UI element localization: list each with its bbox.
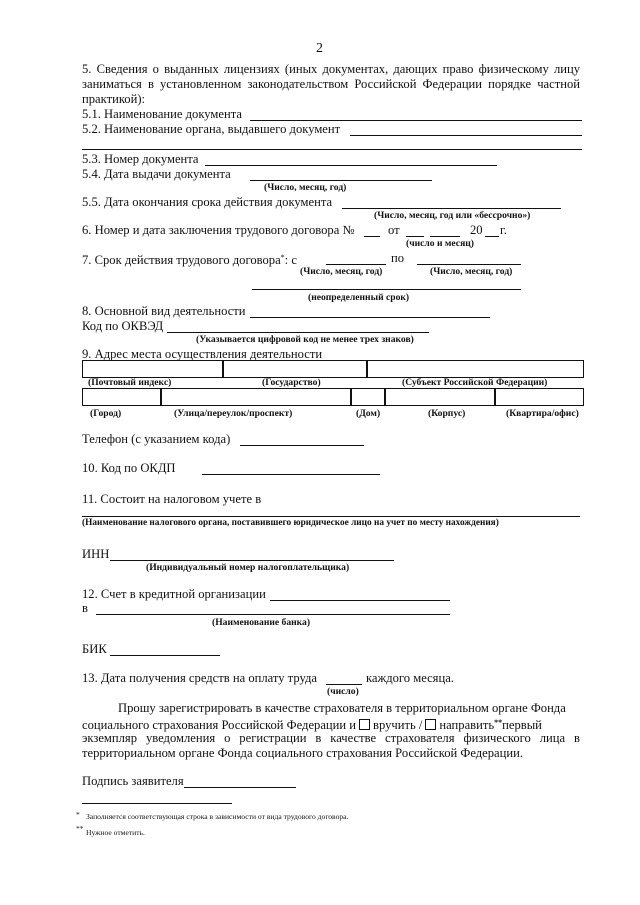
section-5-title-line-3: практикой): <box>82 92 146 106</box>
signature-field[interactable] <box>184 787 296 788</box>
country-hint: (Государство) <box>262 377 321 388</box>
expiry-date-field[interactable] <box>342 208 561 209</box>
contract-date-hint: (число и месяц) <box>406 238 474 249</box>
region-cell[interactable] <box>366 360 584 378</box>
contract-number-field[interactable] <box>364 236 380 237</box>
street-hint: (Улица/переулок/проспект) <box>174 408 293 419</box>
issue-date-hint: (Число, месяц, год) <box>264 182 347 193</box>
doc-number-label: 5.3. Номер документа <box>82 152 199 166</box>
term-indefinite-field[interactable] <box>252 289 521 290</box>
issuer-label: 5.2. Наименование органа, выдавшего документ <box>82 122 341 136</box>
okdp-field[interactable] <box>202 474 380 475</box>
activity-field[interactable] <box>250 317 490 318</box>
phone-label: Телефон (с указанием кода) <box>82 432 231 446</box>
request-line-3: экземпляр уведомления о регистрации в качестве страхователя физического лица в <box>82 731 580 745</box>
contract-term-from: : с <box>284 253 297 267</box>
salary-date-label: 13. Дата получения средств на оплату труда <box>82 671 317 685</box>
issue-date-field[interactable] <box>250 180 432 181</box>
issuer-field[interactable] <box>350 135 582 136</box>
request-line-2 <box>82 716 542 732</box>
doc-name-field[interactable] <box>250 120 582 121</box>
region-hint: (Субъект Российской Федерации) <box>402 377 548 388</box>
bik-field[interactable] <box>110 655 220 656</box>
term-to-hint: (Число, месяц, год) <box>430 266 513 277</box>
house-hint: (Дом) <box>356 408 381 419</box>
expiry-date-label: 5.5. Дата окончания срока действия документа <box>82 195 333 209</box>
section-5-title-line-1: 5. Сведения о выданных лицензиях (иных документах, дающих право физическому лицу <box>82 62 580 76</box>
doc-number-field[interactable] <box>205 165 497 166</box>
salary-date-suffix: каждого месяца. <box>366 671 454 685</box>
request-line-4: территориальном органе Фонда социального страхования Российской Федерации. <box>82 746 524 760</box>
contract-year-field[interactable] <box>485 236 499 237</box>
salary-date-field[interactable] <box>326 684 362 685</box>
address-label: 9. Адрес места осуществления деятельности <box>82 347 323 361</box>
contract-number-label: 6. Номер и дата заключения трудового договора № <box>82 223 355 237</box>
inn-hint: (Индивидуальный номер налогоплательщика) <box>146 562 350 573</box>
contract-day-field[interactable] <box>406 236 424 237</box>
footnote-1: Заполняется соответствующая строка в зависимости от вида трудового договора. <box>86 812 349 821</box>
section-5-title-line-2: заниматься в установленном законодательством Российской Федерации порядке частной <box>82 77 580 91</box>
tax-office-hint: (Наименование налогового органа, поставившего юридическое лицо на учет по месту нахождения) <box>82 518 499 528</box>
contract-term-label <box>82 251 297 267</box>
postal-code-hint: (Почтовый индекс) <box>88 377 172 388</box>
country-cell[interactable] <box>222 360 368 378</box>
hand-over-label: вручить / <box>373 718 423 732</box>
postal-code-cell[interactable] <box>82 360 224 378</box>
bik-label: БИК <box>82 642 107 656</box>
contract-from-label: от <box>388 223 400 237</box>
contract-year-suffix: г. <box>500 223 507 237</box>
contract-year-prefix: 20 <box>470 223 483 237</box>
bank-name-hint: (Наименование банка) <box>212 617 311 628</box>
term-from-hint: (Число, месяц, год) <box>300 266 383 277</box>
send-footnote-mark: ** <box>494 718 503 727</box>
phone-field[interactable] <box>240 445 364 446</box>
city-hint: (Город) <box>90 408 122 419</box>
street-cell[interactable] <box>160 388 352 406</box>
bank-account-label: 12. Счет в кредитной организации <box>82 587 266 601</box>
okved-hint: (Указывается цифровой код не менее трех знаков) <box>196 334 414 345</box>
page-number: 2 <box>316 41 323 56</box>
request-line-1: Прошу зарегистрировать в качестве страхователя в территориальном органе Фонда <box>118 701 566 715</box>
contract-term-mark: * <box>280 253 285 262</box>
footnote-separator <box>82 803 232 804</box>
request-line-2-part-1: социального страхования Российской Федерации и <box>82 718 357 732</box>
issuer-field-continued[interactable] <box>82 149 582 150</box>
footnote-2-mark: ** <box>76 824 84 833</box>
send-label: направить <box>439 718 495 732</box>
signature-label: Подпись заявителя <box>82 774 184 788</box>
house-cell[interactable] <box>350 388 386 406</box>
expiry-date-hint: (Число, месяц, год или «бессрочно») <box>374 210 531 221</box>
inn-field[interactable] <box>110 560 394 561</box>
activity-label: 8. Основной вид деятельности <box>82 304 246 318</box>
issue-date-label: 5.4. Дата выдачи документа <box>82 167 231 181</box>
footnote-2: Нужное отметить. <box>86 828 145 837</box>
footnote-1-mark: * <box>76 810 80 819</box>
salary-date-hint: (число) <box>327 686 359 697</box>
contract-term-text: 7. Срок действия трудового договора <box>82 253 281 267</box>
term-indefinite-hint: (неопределенный срок) <box>308 292 410 303</box>
hand-over-checkbox[interactable] <box>359 719 370 730</box>
tax-office-label: 11. Состоит на налоговом учете в <box>82 492 262 506</box>
tax-office-field[interactable] <box>82 516 580 517</box>
okved-field[interactable] <box>167 332 429 333</box>
building-hint: (Корпус) <box>428 408 466 419</box>
term-from-field[interactable] <box>326 264 386 265</box>
okdp-label: 10. Код по ОКДП <box>82 461 176 475</box>
apartment-hint: (Квартира/офис) <box>506 408 579 419</box>
bank-in-label: в <box>82 601 88 615</box>
bank-account-field[interactable] <box>270 600 450 601</box>
contract-month-field[interactable] <box>430 236 460 237</box>
bank-name-field[interactable] <box>96 614 450 615</box>
term-to-field[interactable] <box>417 264 521 265</box>
doc-name-label: 5.1. Наименование документа <box>82 107 242 121</box>
building-cell[interactable] <box>384 388 496 406</box>
inn-label: ИНН <box>82 547 110 561</box>
okved-label: Код по ОКВЭД <box>82 319 164 333</box>
send-checkbox[interactable] <box>425 719 436 730</box>
city-cell[interactable] <box>82 388 162 406</box>
request-line-2-part-2: первый <box>502 718 542 732</box>
term-to-label: по <box>391 251 405 265</box>
apartment-cell[interactable] <box>494 388 584 406</box>
